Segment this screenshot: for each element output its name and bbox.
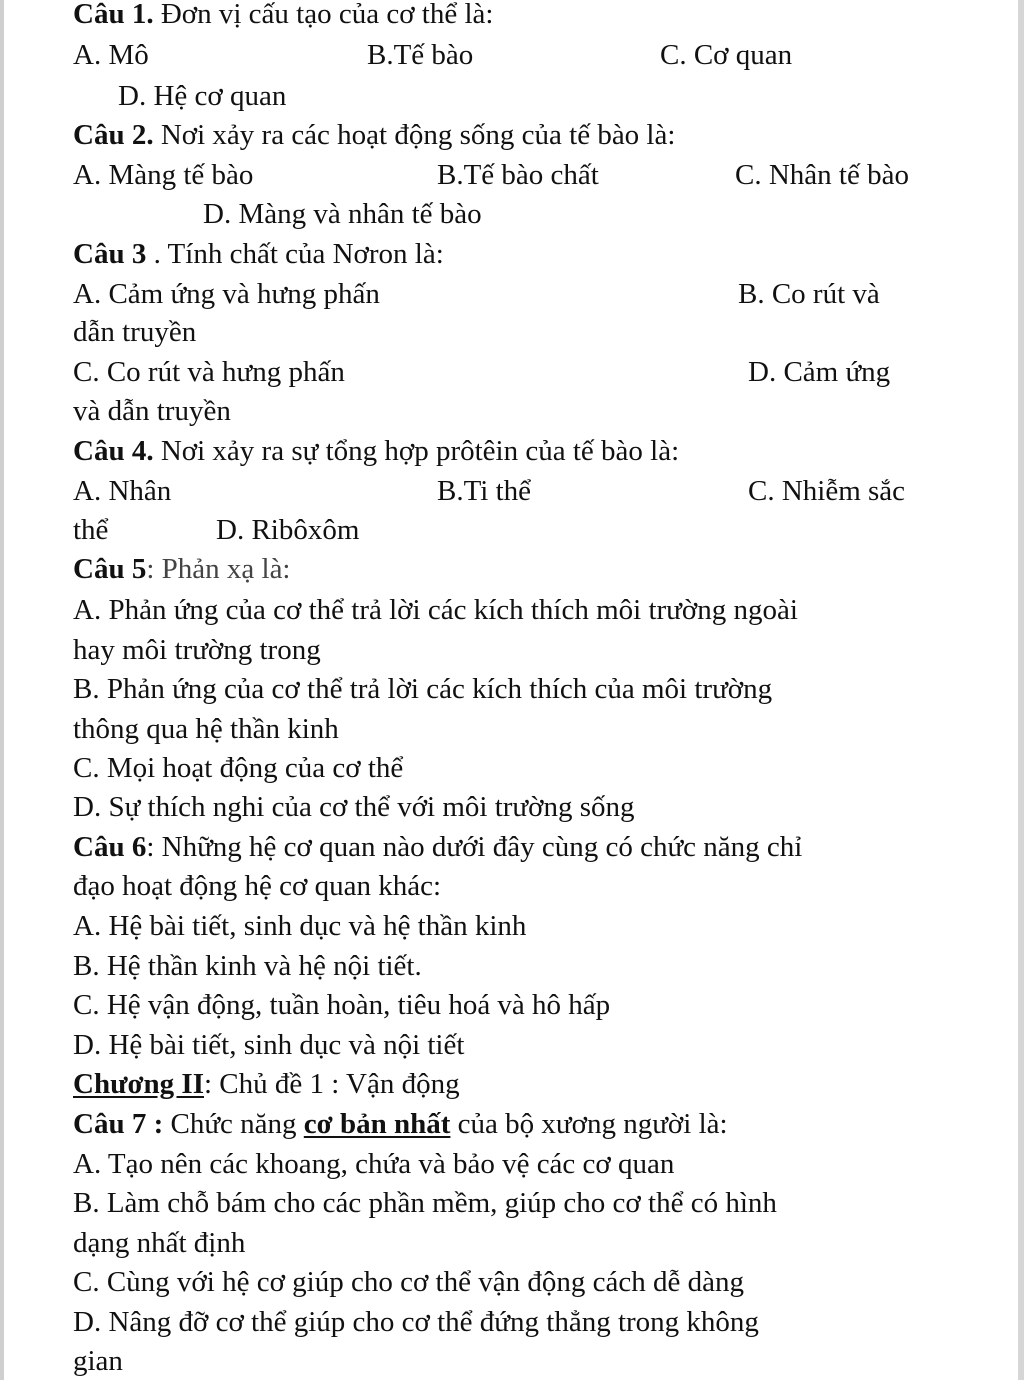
chapter-label: Chương II — [73, 1068, 204, 1100]
q5-option-d: D. Sự thích nghi của cơ thể với môi trường sống — [73, 791, 635, 823]
q3-option-b-cont: dẫn truyền — [73, 316, 197, 348]
question-1 — [73, 0, 493, 32]
q4-option-c-cont: thể — [73, 514, 109, 546]
q4-option-c: C. Nhiễm sắc — [748, 475, 906, 507]
q6-option-d: D. Hệ bài tiết, sinh dục và nội tiết — [73, 1029, 465, 1061]
question-emphasis: cơ bản nhất — [303, 1108, 451, 1140]
q5-option-b-cont: thông qua hệ thần kinh — [73, 713, 339, 745]
question-text: : Phản xạ là: — [146, 553, 291, 585]
q1-option-a: A. Mô — [73, 39, 149, 71]
q7-option-d-cont: gian — [73, 1345, 123, 1377]
q2-option-b: B.Tế bào chất — [437, 159, 599, 191]
q7-option-d: D. Nâng đỡ cơ thể giúp cho cơ thể đứng thẳng trong không — [73, 1306, 759, 1338]
question-label: Câu 1. — [73, 0, 154, 30]
question-text: Nơi xảy ra các hoạt động sống của tế bào là: — [153, 119, 676, 151]
q3-option-b: B. Co rút và — [738, 278, 880, 310]
chapter-heading — [73, 1066, 460, 1102]
q1-option-d: D. Hệ cơ quan — [118, 80, 287, 112]
question-6 — [73, 829, 802, 865]
q7-option-a: A. Tạo nên các khoang, chứa và bảo vệ các cơ quan — [73, 1148, 675, 1180]
question-label: Câu 7 : — [73, 1108, 164, 1140]
q2-option-c: C. Nhân tế bào — [735, 159, 909, 191]
q5-option-a: A. Phản ứng của cơ thể trả lời các kích thích môi trường ngoài — [73, 594, 798, 626]
q5-option-a-cont: hay môi trường trong — [73, 634, 321, 666]
q7-option-b: B. Làm chỗ bám cho các phần mềm, giúp cho cơ thể có hình — [73, 1187, 777, 1219]
q6-option-c: C. Hệ vận động, tuần hoàn, tiêu hoá và hô hấp — [73, 989, 611, 1021]
q6-option-b: B. Hệ thần kinh và hệ nội tiết. — [73, 950, 422, 982]
question-text-post: của bộ xương người là: — [450, 1108, 728, 1140]
question-text: : Những hệ cơ quan nào dưới đây cùng có chức năng chỉ — [146, 831, 803, 863]
question-3 — [73, 236, 444, 272]
question-label: Câu 4. — [73, 435, 154, 467]
question-4 — [73, 433, 679, 469]
q7-option-b-cont: dạng nhất định — [73, 1227, 246, 1259]
question-text: . Tính chất của Nơron là: — [146, 238, 444, 270]
q4-option-d: D. Ribôxôm — [216, 514, 360, 546]
question-6-cont: đạo hoạt động hệ cơ quan khác: — [73, 870, 442, 902]
chapter-topic: : Chủ đề 1 : Vận động — [203, 1068, 460, 1100]
question-label: Câu 3 — [73, 238, 147, 270]
q3-option-d-cont: và dẫn truyền — [73, 395, 231, 427]
q1-option-c: C. Cơ quan — [660, 39, 793, 71]
question-label: Câu 6 — [73, 831, 147, 863]
question-text-pre: Chức năng — [163, 1108, 304, 1140]
question-text: Nơi xảy ra sự tổng hợp prôtêin của tế bào là: — [153, 435, 680, 467]
q7-option-c: C. Cùng với hệ cơ giúp cho cơ thể vận động cách dễ dàng — [73, 1266, 744, 1298]
q5-option-b: B. Phản ứng của cơ thể trả lời các kích thích của môi trường — [73, 673, 773, 705]
question-2 — [73, 117, 675, 153]
q5-option-c: C. Mọi hoạt động của cơ thể — [73, 752, 404, 784]
question-label: Câu 5 — [73, 553, 147, 585]
q6-option-a: A. Hệ bài tiết, sinh dục và hệ thần kinh — [73, 910, 527, 942]
q4-option-a: A. Nhân — [73, 475, 172, 507]
q4-option-b: B.Ti thể — [437, 475, 532, 507]
q3-option-d: D. Cảm ứng — [748, 356, 891, 388]
q1-option-b: B.Tế bào — [367, 39, 474, 71]
q3-option-a: A. Cảm ứng và hưng phấn — [73, 278, 380, 310]
q2-option-a: A. Màng tế bào — [73, 159, 254, 191]
question-5 — [73, 551, 291, 587]
question-7 — [73, 1106, 728, 1142]
question-label: Câu 2. — [73, 119, 154, 151]
q2-option-d: D. Màng và nhân tế bào — [203, 198, 482, 230]
question-text: Đơn vị cấu tạo của cơ thể là: — [153, 0, 494, 30]
q3-option-c: C. Co rút và hưng phấn — [73, 356, 345, 388]
